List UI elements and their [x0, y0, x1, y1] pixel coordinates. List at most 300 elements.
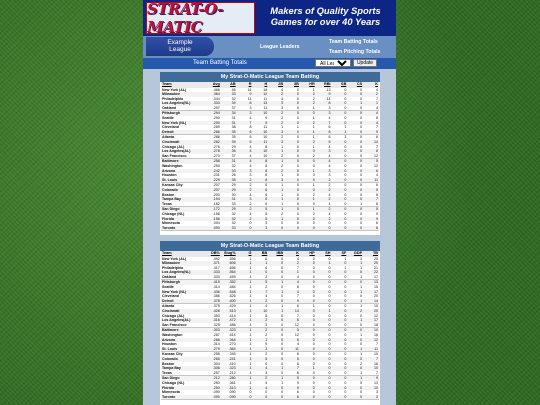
- team-name-cell: Chicago (NL): [162, 211, 185, 216]
- stat-cell: 17: [363, 318, 379, 323]
- stat-cell: 0: [328, 352, 331, 357]
- stat-cell: 0: [284, 188, 300, 193]
- stat-cell: 0: [281, 361, 284, 366]
- stat-cell: .231: [212, 173, 220, 178]
- stat-cell: .090: [205, 395, 221, 400]
- stat-cell: 18: [363, 323, 379, 328]
- stat-cell: 3: [237, 169, 253, 174]
- stat-cell: 18: [374, 333, 378, 337]
- stat-cell: 4: [249, 116, 252, 121]
- stat-cell: 1: [249, 361, 252, 366]
- stat-cell: 0: [281, 294, 284, 299]
- stat-cell: .313: [221, 386, 237, 391]
- stat-cell: 1: [347, 299, 363, 304]
- stat-cell: 0: [312, 173, 315, 178]
- stat-cell: 0: [312, 342, 315, 347]
- league-leaders-link[interactable]: League Leaders: [260, 44, 300, 50]
- stat-cell: 0: [284, 130, 300, 135]
- stat-cell: 22: [363, 270, 379, 275]
- stat-cell: 2: [281, 135, 284, 140]
- stat-cell: 4: [237, 154, 253, 159]
- column-header[interactable]: Avg: [205, 82, 221, 88]
- stat-cell: 1: [344, 125, 347, 130]
- stat-cell: 4: [281, 87, 284, 92]
- team-batting-table-2: [161, 251, 379, 400]
- stat-cell: 32: [221, 217, 237, 222]
- team-name-cell: Detroit: [161, 130, 205, 135]
- stat-cell: 2: [265, 333, 268, 337]
- column-header[interactable]: R: [237, 82, 253, 88]
- stat-cell: 0: [300, 376, 316, 381]
- column-header[interactable]: SH: [316, 251, 332, 257]
- stat-cell: 3: [237, 111, 253, 116]
- stat-cell: 14: [363, 140, 379, 145]
- stat-cell: 0: [316, 290, 332, 295]
- stat-cell: .266: [205, 338, 221, 343]
- stat-cell: 0: [360, 294, 363, 299]
- stat-cell: 6: [265, 173, 268, 178]
- stat-cell: .229: [205, 178, 221, 183]
- stat-cell: .242: [205, 169, 221, 174]
- stat-cell: .323: [221, 366, 237, 371]
- team-name-cell: Cincinnati: [161, 309, 205, 314]
- stat-cell: 6: [265, 361, 268, 366]
- stat-cell: 0: [281, 265, 284, 270]
- stat-cell: 9: [296, 380, 299, 385]
- team-batting-totals-link[interactable]: Team Batting Totals: [329, 39, 378, 45]
- column-header[interactable]: SF: [332, 251, 348, 257]
- stat-cell: 0: [344, 173, 347, 178]
- column-header[interactable]: IBB: [268, 251, 284, 257]
- stat-cell: 1: [237, 371, 253, 376]
- stat-cell: 2: [249, 183, 252, 188]
- stat-cell: 0: [265, 390, 268, 395]
- stat-cell: 9: [265, 342, 268, 347]
- stat-cell: 4: [376, 173, 378, 178]
- column-header[interactable]: AB: [221, 82, 237, 88]
- stat-cell: 0: [281, 221, 284, 226]
- stat-cell: .323: [221, 328, 237, 333]
- stat-cell: 1: [268, 309, 284, 314]
- stat-cell: 0: [316, 299, 332, 304]
- stat-cell: 34: [221, 111, 237, 116]
- column-header[interactable]: GDP: [347, 251, 363, 257]
- stat-cell: .286: [212, 135, 220, 140]
- stat-cell: 3: [344, 135, 347, 140]
- stat-cell: 0: [332, 366, 348, 371]
- stat-cell: 12: [252, 92, 268, 97]
- team-name-cell: San Francisco: [161, 323, 205, 328]
- stat-cell: 6: [376, 192, 378, 197]
- stat-cell: 11: [363, 178, 379, 183]
- stat-cell: 0: [332, 347, 348, 352]
- stat-cell: 3: [316, 106, 332, 111]
- stat-cell: 16: [374, 361, 378, 366]
- team-pitching-totals-link[interactable]: Team Pitching Totals: [329, 49, 381, 55]
- stat-cell: 0: [332, 188, 348, 193]
- stat-cell: 0: [268, 323, 284, 328]
- stat-cell: 0: [316, 376, 332, 381]
- stat-cell: 1: [237, 275, 253, 280]
- stat-cell: 0: [347, 140, 363, 145]
- column-header[interactable]: TB: [363, 251, 379, 257]
- stat-cell: 20: [374, 294, 378, 299]
- stat-cell: .172: [205, 207, 221, 212]
- stat-cell: 30: [231, 192, 236, 197]
- stat-cell: 6: [328, 135, 331, 140]
- league-badge[interactable]: [146, 37, 214, 56]
- stat-cell: 31: [221, 159, 237, 164]
- stat-cell: 9: [252, 121, 268, 126]
- stat-cell: 6: [363, 149, 379, 154]
- stat-cell: 0: [360, 192, 363, 197]
- team-name-cell: Florida: [161, 386, 205, 391]
- stat-cell: 0: [284, 169, 300, 174]
- stat-cell: 0: [316, 275, 332, 280]
- stat-cell: 35: [221, 178, 237, 183]
- stat-cell: 0: [347, 395, 363, 400]
- stat-cell: 15: [374, 285, 378, 290]
- stat-cell: 0: [284, 149, 300, 154]
- stat-cell: 3: [316, 149, 332, 154]
- stat-cell: 0: [284, 111, 300, 116]
- column-header[interactable]: Slug%: [221, 251, 237, 257]
- stat-cell: 2: [237, 178, 253, 183]
- stat-cell: 0: [344, 211, 347, 216]
- stat-cell: 9: [376, 211, 378, 216]
- stat-cell: 9: [363, 130, 379, 135]
- stat-cell: 1: [237, 328, 253, 333]
- column-header[interactable]: HP: [300, 251, 316, 257]
- stat-cell: 37: [221, 154, 237, 159]
- stat-cell: 1: [347, 202, 363, 207]
- stat-cell: 2: [312, 211, 315, 216]
- stat-cell: 3: [376, 390, 378, 395]
- stat-cell: 17: [363, 275, 379, 280]
- stat-cell: 21: [374, 265, 378, 270]
- stat-cell: 1: [300, 366, 316, 371]
- site-header: [143, 0, 396, 36]
- stat-cell: 0: [344, 361, 347, 366]
- stat-cell: 0: [347, 169, 363, 174]
- stat-cell: 0: [252, 270, 268, 275]
- column-header[interactable]: BB: [252, 251, 268, 257]
- stat-cell: 7: [363, 197, 379, 202]
- stat-cell: 0: [296, 173, 299, 178]
- leader-filter-select[interactable]: [315, 59, 351, 67]
- stat-cell: 10: [363, 386, 379, 391]
- stat-cell: 0: [268, 328, 284, 333]
- stat-cell: 0: [300, 280, 316, 285]
- stat-cell: 4: [249, 211, 252, 216]
- stat-cell: 0: [281, 313, 284, 318]
- stat-cell: .279: [205, 347, 221, 352]
- stat-cell: 0: [281, 285, 284, 290]
- stat-cell: 0: [237, 395, 253, 400]
- stat-cell: 6: [252, 188, 268, 193]
- strat-o-matic-logo[interactable]: [146, 2, 255, 34]
- stat-cell: 0: [328, 313, 331, 318]
- stat-cell: 0: [360, 135, 363, 140]
- stat-cell: 9: [284, 386, 300, 391]
- stat-cell: 2: [268, 169, 284, 174]
- stat-cell: 0: [284, 106, 300, 111]
- stat-cell: .316: [205, 318, 221, 323]
- stat-cell: 1: [237, 261, 253, 266]
- stat-cell: 0: [316, 270, 332, 275]
- stat-cell: .410: [228, 361, 236, 366]
- stat-cell: 0: [328, 390, 331, 395]
- stat-cell: 0: [312, 256, 315, 261]
- team-name-cell: Baltimore: [161, 328, 205, 333]
- stat-cell: 2: [268, 92, 284, 97]
- stat-cell: 8: [376, 116, 378, 121]
- stat-cell: 2: [237, 188, 253, 193]
- stat-cell: 5: [363, 207, 379, 212]
- stat-cell: .526: [228, 294, 236, 299]
- stat-cell: 0: [312, 380, 315, 385]
- stat-cell: 36: [221, 149, 237, 154]
- stat-cell: 4: [265, 294, 268, 299]
- stat-cell: 3: [268, 106, 284, 111]
- stat-cell: 0: [332, 197, 348, 202]
- team-name-cell: Colorado: [161, 188, 205, 193]
- column-header[interactable]: K: [363, 82, 379, 88]
- stat-cell: 0: [300, 261, 316, 266]
- stat-cell: 4: [316, 159, 332, 164]
- stat-cell: 0: [316, 323, 332, 328]
- stat-cell: 39: [221, 140, 237, 145]
- stat-cell: 1: [332, 130, 348, 135]
- stat-cell: 0: [268, 395, 284, 400]
- stat-cell: 0: [360, 116, 363, 121]
- stat-cell: .303: [205, 328, 221, 333]
- stat-cell: 4: [328, 144, 331, 149]
- team-name-cell: Los Angeles(NL): [161, 270, 205, 275]
- update-button[interactable]: Update: [353, 59, 377, 67]
- stat-cell: 2: [300, 121, 316, 126]
- stat-cell: 3: [265, 221, 268, 226]
- stat-cell: 0: [347, 328, 363, 333]
- stat-cell: .514: [228, 333, 236, 337]
- stat-cell: 0: [344, 352, 347, 357]
- column-header[interactable]: 2B: [268, 82, 284, 88]
- team-name-cell: Pittsburgh: [161, 111, 205, 116]
- stat-cell: 0: [249, 221, 252, 226]
- stat-cell: 0: [249, 390, 252, 395]
- team-name-cell: Los Angeles(AL): [161, 149, 205, 154]
- stat-cell: 0: [268, 270, 284, 275]
- stat-cell: 0: [296, 164, 299, 168]
- stat-cell: .656: [228, 265, 236, 270]
- stat-cell: 0: [332, 338, 348, 343]
- stat-cell: 0: [316, 318, 332, 323]
- team-name-cell: Chicago (AL): [162, 313, 185, 318]
- column-header[interactable]: H: [252, 82, 268, 88]
- stat-cell: 0: [347, 270, 363, 275]
- column-header[interactable]: Team: [161, 82, 205, 88]
- team-name-cell: Detroit: [161, 299, 205, 304]
- stat-cell: 0: [347, 357, 363, 362]
- stat-cell: 2: [316, 178, 332, 183]
- stat-cell: 13: [374, 380, 378, 385]
- stat-cell: 0: [316, 357, 332, 362]
- stat-cell: 1: [268, 366, 284, 371]
- team-name-cell: Houston: [162, 342, 177, 347]
- stat-cell: 2: [300, 92, 316, 97]
- column-header[interactable]: Team: [161, 251, 205, 257]
- stat-cell: 0: [344, 144, 347, 149]
- stat-cell: 0: [312, 352, 315, 357]
- stat-cell: .090: [212, 390, 220, 395]
- stat-cell: 10: [263, 135, 268, 140]
- stat-cell: 2: [312, 192, 315, 197]
- stat-cell: 8: [265, 144, 268, 149]
- stat-cell: 0: [360, 211, 363, 216]
- stat-cell: 14: [363, 299, 379, 304]
- stat-cell: .364: [221, 338, 237, 343]
- stat-cell: 5: [265, 211, 268, 216]
- column-header[interactable]: HR: [300, 82, 316, 88]
- team-name-cell: Philadelphia: [162, 96, 184, 101]
- stat-cell: 0: [281, 390, 284, 395]
- stat-cell: 3: [268, 140, 284, 145]
- stat-cell: 0: [344, 221, 347, 226]
- stat-cell: 0: [344, 294, 347, 299]
- column-header[interactable]: K: [284, 251, 300, 257]
- team-name-cell: Arizona: [161, 169, 205, 174]
- stat-cell: 1: [237, 323, 253, 328]
- stat-cell: 11: [263, 96, 268, 101]
- stat-cell: 0: [332, 159, 348, 164]
- stat-cell: 0: [296, 96, 299, 101]
- stat-cell: 13: [252, 101, 268, 106]
- stat-cell: 1: [281, 144, 284, 149]
- stat-cell: 0: [312, 294, 315, 299]
- stat-cell: 1: [347, 318, 363, 323]
- stat-cell: .352: [221, 280, 237, 285]
- stat-cell: 2: [347, 309, 363, 314]
- team-name-cell: Minnesota: [162, 221, 180, 226]
- stat-cell: 7: [237, 121, 253, 126]
- stat-cell: 0: [312, 285, 315, 290]
- stat-cell: 0: [281, 352, 284, 357]
- team-name-cell: New York (NL): [161, 121, 205, 126]
- stat-cell: 0: [328, 265, 331, 270]
- stat-cell: 29: [221, 188, 237, 193]
- logo-text: STRAT-O-MATIC: [147, 2, 224, 34]
- stat-cell: 0: [332, 395, 348, 400]
- stat-cell: 1: [268, 207, 284, 212]
- team-name-cell: Los Angeles(AL): [161, 318, 205, 323]
- stat-cell: 0: [332, 140, 348, 145]
- stat-cell: 1: [347, 376, 363, 381]
- stat-cell: 0: [316, 280, 332, 285]
- stat-cell: 5: [252, 280, 268, 285]
- stat-cell: 5: [316, 140, 332, 145]
- team-name-cell: Washington: [162, 164, 183, 168]
- team-name-cell: Toronto: [161, 226, 205, 231]
- stat-cell: 0: [312, 221, 315, 226]
- column-header[interactable]: 3B: [284, 82, 300, 88]
- stat-cell: .606: [221, 261, 237, 266]
- team-name-cell: Tampa Bay: [161, 197, 205, 202]
- team-name-cell: Colorado: [161, 357, 205, 362]
- stat-cell: 0: [332, 169, 348, 174]
- stat-cell: .314: [212, 342, 220, 347]
- stat-cell: 1: [268, 290, 284, 295]
- stat-cell: 1: [252, 261, 268, 266]
- stat-cell: .548: [221, 290, 237, 295]
- stat-cell: .429: [228, 304, 236, 309]
- stat-cell: .212: [205, 376, 221, 381]
- column-header[interactable]: OB%: [205, 251, 221, 257]
- stat-cell: 0: [344, 380, 347, 385]
- stat-cell: 7: [376, 96, 378, 101]
- stat-cell: 4: [281, 96, 284, 101]
- stat-cell: 4: [249, 164, 252, 168]
- stat-cell: .194: [205, 197, 221, 202]
- stat-cell: 0: [300, 290, 316, 295]
- team-name-cell: Cincinnati: [161, 140, 205, 145]
- stat-cell: 0: [344, 304, 347, 309]
- stat-cell: 0: [347, 386, 363, 391]
- stat-cell: .297: [205, 106, 221, 111]
- column-header[interactable]: RBI: [316, 82, 332, 88]
- stat-cell: 39: [221, 101, 237, 106]
- stat-cell: .094: [212, 221, 220, 226]
- team-name-cell: Texas: [161, 371, 205, 376]
- stat-cell: 7: [363, 371, 379, 376]
- stat-cell: 6: [316, 130, 332, 135]
- team-name-cell: Los Angeles(NL): [161, 101, 205, 106]
- stat-cell: 6: [363, 226, 379, 231]
- stat-cell: 1: [249, 333, 252, 337]
- stat-cell: 5: [363, 159, 379, 164]
- stat-cell: 9: [284, 299, 300, 304]
- stat-cell: 3: [252, 323, 268, 328]
- league-nav: [143, 36, 396, 58]
- stat-cell: 14: [247, 87, 252, 92]
- stat-cell: .344: [212, 96, 220, 101]
- team-name-cell: Oakland: [161, 275, 205, 280]
- stat-cell: 0: [312, 164, 315, 168]
- stat-cell: 0: [284, 202, 300, 207]
- stat-cell: 1: [281, 304, 284, 309]
- stat-cell: 0: [312, 333, 315, 337]
- stat-cell: 4: [252, 386, 268, 391]
- stat-cell: 0: [316, 338, 332, 343]
- stat-cell: 0: [332, 299, 348, 304]
- stat-cell: 6: [265, 183, 268, 188]
- stat-cell: 3: [252, 226, 268, 231]
- stat-cell: 0: [281, 342, 284, 347]
- column-header[interactable]: CS: [347, 82, 363, 88]
- stat-cell: 1: [363, 101, 379, 106]
- stat-cell: 4: [237, 149, 253, 154]
- stat-cell: 0: [281, 256, 284, 261]
- stat-cell: 8: [296, 285, 299, 290]
- column-header[interactable]: G: [237, 251, 253, 257]
- stat-cell: 35: [231, 135, 236, 140]
- stat-cell: .290: [205, 121, 221, 126]
- stat-cell: 4: [328, 116, 331, 121]
- column-header[interactable]: SB: [332, 82, 348, 88]
- stat-cell: 0: [296, 144, 299, 149]
- team-name-cell: San Francisco: [161, 154, 205, 159]
- stat-cell: 0: [328, 221, 331, 226]
- stat-cell: 4: [249, 144, 252, 149]
